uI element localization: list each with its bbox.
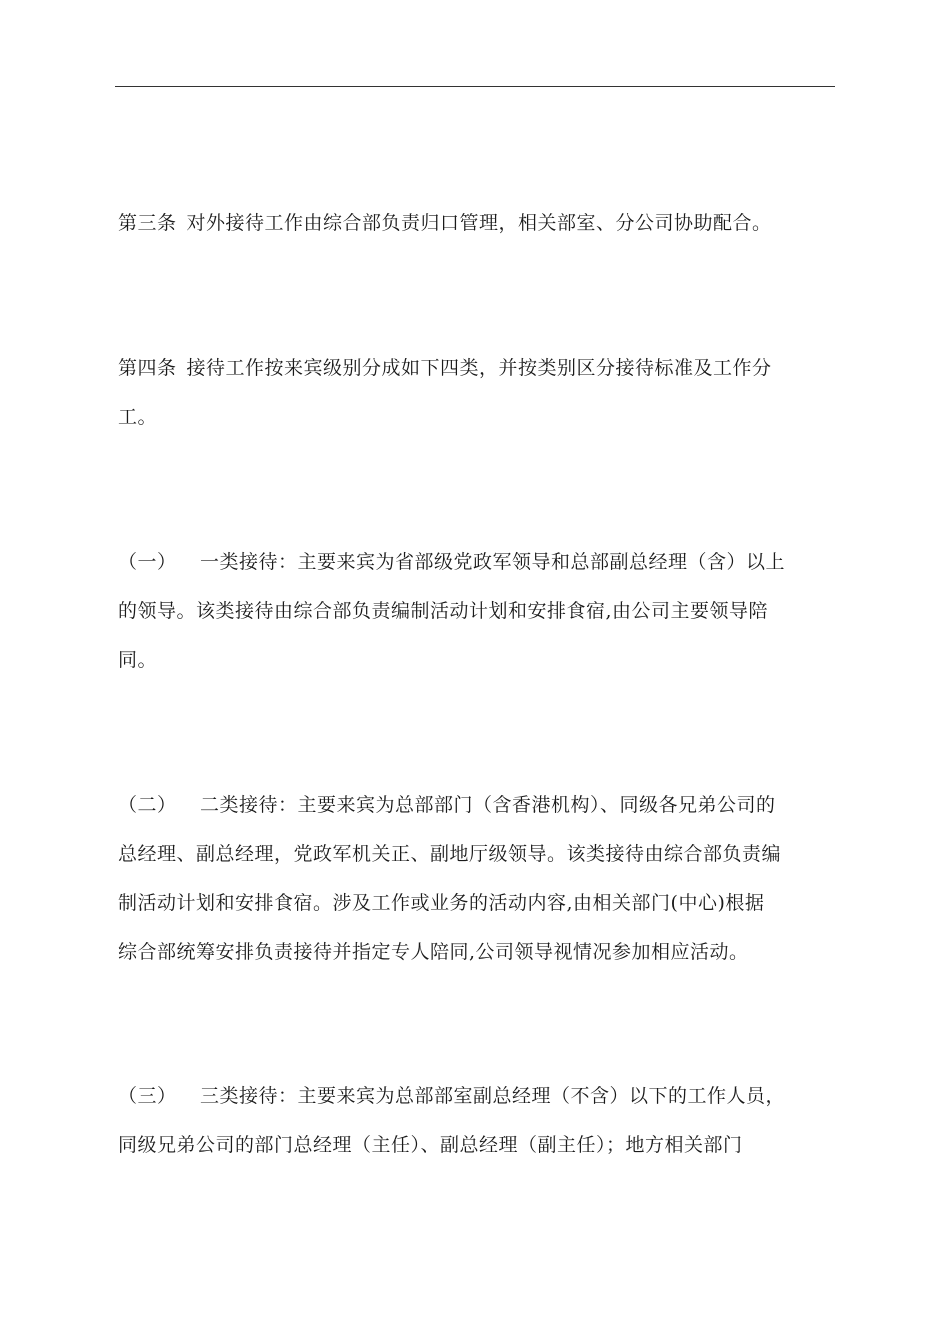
- item-3: [118, 1072, 830, 1170]
- item-1: [118, 538, 830, 685]
- article-4-label: 第四条: [118, 357, 177, 379]
- item-2-line-2: 总经理、副总经理，党政军机关正、副地厅级领导。该类接待由综合部负责编: [118, 843, 782, 865]
- article-3-line-1: 第三条 对外接待工作由综合部负责归口管理，相关部室、分公司协助配合。: [118, 212, 772, 234]
- article-4-line-1: 第四条 接待工作按来宾级别分成如下四类，并按类别区分接待标准及工作分: [118, 357, 772, 379]
- item-2-line-3: 制活动计划和安排食宿。涉及工作或业务的活动内容,由相关部门(中心)根据: [118, 892, 765, 914]
- article-3-label: 第三条: [118, 212, 177, 234]
- item-2-line-1: （二） 二类接待：主要来宾为总部部门（含香港机构）、同级各兄弟公司的: [118, 781, 830, 830]
- item-2-line-4: 综合部统筹安排负责接待并指定专人陪同,公司领导视情况参加相应活动。: [118, 941, 749, 963]
- item-3-line-1: （三） 三类接待：主要来宾为总部部室副总经理（不含）以下的工作人员，: [118, 1072, 830, 1121]
- item-1-line-1: （一） 一类接待：主要来宾为省部级党政军领导和总部副总经理（含）以上: [118, 538, 830, 587]
- item-1-line-2: 的领导。该类接待由综合部负责编制活动计划和安排食宿,由公司主要领导陪: [118, 600, 769, 622]
- article-4: [118, 344, 830, 442]
- item-3-line-2: 同级兄弟公司的部门总经理（主任）、副总经理（副主任）；地方相关部门: [118, 1134, 743, 1156]
- article-3: [118, 199, 830, 248]
- header-rule: [115, 86, 835, 87]
- item-1-line-3: 同。: [118, 649, 158, 671]
- item-1-number: （一）: [118, 551, 177, 573]
- item-2-number: （二）: [118, 794, 177, 816]
- item-2: [118, 781, 830, 977]
- article-4-line-2: 工。: [118, 406, 158, 428]
- item-3-number: （三）: [118, 1085, 177, 1107]
